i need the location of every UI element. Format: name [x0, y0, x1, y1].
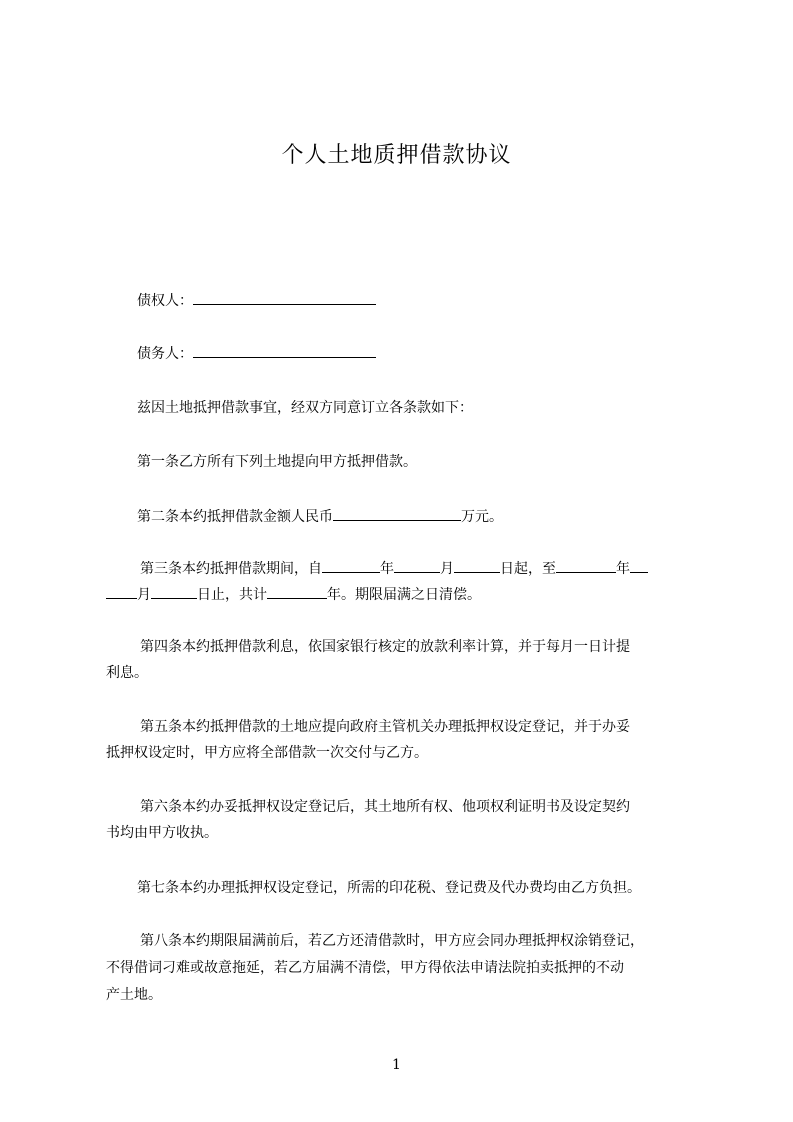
article-3-text-c: 月 [440, 561, 454, 577]
total-years-blank [267, 583, 327, 599]
creditor-blank [193, 289, 376, 305]
end-year-blank [556, 557, 616, 573]
article-7: 第七条本约办理抵押权设定登记，所需的印花税、登记费及代办费均由乙方负担。 [137, 880, 641, 896]
article-8-line-2: 不得借词刁难或故意拖延，若乙方届满不清偿，甲方得依法申请法院拍卖抵押的不动 [106, 960, 624, 976]
intro-text: 兹因土地抵押借款事宜，经双方同意订立各条款如下： [137, 400, 473, 416]
debtor-blank [193, 342, 376, 358]
debtor-line [137, 342, 376, 365]
article-3-text-f: 月 [137, 587, 151, 603]
article-3-line-2 [106, 583, 481, 606]
amount-blank [333, 505, 461, 521]
creditor-line [137, 289, 376, 312]
start-day-blank [454, 557, 500, 573]
end-month-blank-part-1 [630, 557, 648, 573]
end-month-blank-part-2 [106, 583, 137, 599]
article-3-text-a: 第三条本约抵押借款期间，自 [140, 561, 322, 577]
article-3-text-h: 年。期限届满之日清偿。 [327, 587, 481, 603]
article-6-line-2: 书均由甲方收执。 [106, 825, 218, 841]
end-day-blank [151, 583, 197, 599]
article-6-line-1: 第六条本约办妥抵押权设定登记后，其土地所有权、他项权利证明书及设定契约 [140, 799, 630, 815]
article-4-line-1: 第四条本约抵押借款利息，依国家银行核定的放款利率计算，并于每月一日计提 [140, 639, 630, 655]
article-3-text-d: 日起，至 [500, 561, 556, 577]
article-2-suffix: 万元。 [461, 509, 503, 525]
article-3-text-b: 年 [380, 561, 394, 577]
start-month-blank [394, 557, 440, 573]
article-4-line-2: 利息。 [106, 665, 148, 681]
article-3-text-e: 年 [616, 561, 630, 577]
article-3-text-g: 日止，共计 [197, 587, 267, 603]
creditor-label: 债权人： [137, 293, 193, 309]
article-1: 第一条乙方所有下列土地提向甲方抵押借款。 [137, 454, 417, 470]
article-2-prefix: 第二条本约抵押借款金额人民币 [137, 509, 333, 525]
article-2 [137, 505, 503, 528]
article-5-line-2: 抵押权设定时，甲方应将全部借款一次交付与乙方。 [106, 745, 428, 761]
debtor-label: 债务人： [137, 346, 193, 362]
page-number: 1 [392, 1057, 401, 1073]
article-5-line-1: 第五条本约抵押借款的土地应提向政府主管机关办理抵押权设定登记，并于办妥 [140, 719, 630, 735]
document-title: 个人土地质押借款协议 [281, 143, 512, 168]
article-3-line-1 [140, 557, 648, 580]
article-8-line-1: 第八条本约期限届满前后，若乙方还清借款时，甲方应会同办理抵押权涂销登记， [140, 933, 644, 949]
start-year-blank [322, 557, 380, 573]
article-8-line-3: 产土地。 [106, 987, 162, 1003]
